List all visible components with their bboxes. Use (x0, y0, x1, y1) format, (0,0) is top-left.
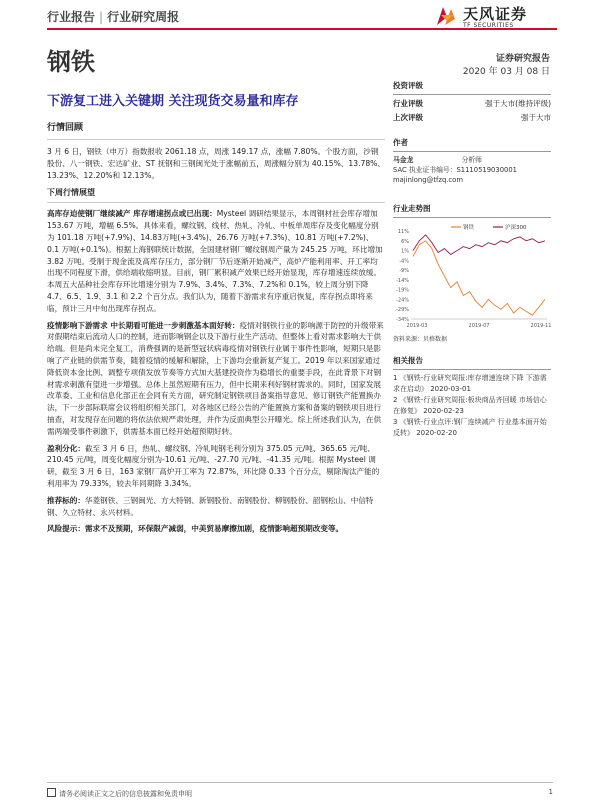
analyst-name-row (393, 155, 551, 165)
header-separator: | (99, 10, 104, 24)
divider (393, 151, 551, 152)
main-body (47, 120, 385, 535)
logo-subtitle: TF SECURITIES (463, 22, 514, 29)
authors-heading: 作者 (393, 138, 408, 147)
report-date: 2020 年 03 月 08 日 (462, 67, 550, 77)
related-report-3[interactable]: 3 《钢铁-行业点评:钢厂连续减产 行业基本面开始反转》 2020-02-20 (393, 418, 547, 437)
analyst-title: 分析师 (461, 156, 482, 164)
paragraph-recommend (47, 495, 385, 519)
industry-rating-value: 强于大市(维持评级) (485, 99, 551, 108)
analyst-name: 马金龙 (393, 156, 414, 164)
x-tick-label: 2019-11 (530, 323, 551, 329)
x-tick-label: 2019-07 (468, 323, 490, 329)
footer (47, 788, 553, 799)
paragraph-inventory-lead: 高库存迫使钢厂继续减产 库存增速拐点或已出现： (47, 209, 217, 219)
y-tick-label: 6% (401, 238, 409, 245)
subcategory-label: 行业研究周报 (107, 10, 180, 24)
divider (393, 94, 551, 95)
paragraph-profit-text: 截至 3 月 6 日，热轧、螺纹钢、冷轧吨钢毛利分别为 375.05 元/吨、365.65 元/吨、210.45 元/吨，周变化幅度分别为-10.61 元/吨、-27.70 元/吨、-41.35 元/吨。根据 Mysteel 调研，截至 3 月 6 日，163 家钢厂高炉开工率为 72.87%，环比降 0.33 个百分点，剔除淘汰产能的利用率为 79.33%，较去年同期降 3.34%。 (47, 443, 380, 488)
footer-rule (47, 782, 553, 783)
y-tick-label: -34% (396, 317, 409, 323)
footer-disclaimer-row (47, 788, 192, 799)
previous-rating-value: 强于大市 (521, 113, 551, 122)
report-category (47, 8, 179, 25)
company-logo (433, 3, 553, 31)
previous-rating-label: 上次评级 (393, 113, 423, 122)
paragraph-inventory (47, 208, 385, 314)
report-subtitle: 下游复工进入关键期 关注现货交易量和库存 (47, 94, 299, 109)
category-label: 行业报告 (47, 10, 96, 24)
legend-label: 沪深300 (505, 225, 527, 231)
y-tick-label: -4% (399, 258, 409, 265)
y-tick-label: 11% (397, 229, 409, 235)
legend-label: 钢铁 (463, 225, 475, 231)
related-heading: 相关报告 (393, 356, 423, 365)
paragraph-profit (47, 443, 385, 490)
report-type: 证券研究报告 (495, 54, 550, 64)
series-line-steel (413, 241, 545, 315)
y-tick-label: -29% (396, 307, 409, 314)
y-tick-label: -24% (396, 297, 409, 304)
related-report-2[interactable]: 2 《钢铁-行业研究周报:板块商品齐回暖 市场信心在修复》 2020-02-23 (393, 396, 547, 415)
sector-title: 钢铁 (47, 48, 95, 76)
review-heading: 行情回顾 (47, 123, 84, 133)
data-source: 资料来源：贝格数据 (393, 336, 448, 343)
logo-name: 天风证券 (463, 5, 528, 23)
paragraph-recommend-text: 华菱钢铁、三钢闽光、方大特钢、新钢股份、南钢股份、柳钢股份、韶钢松山、中信特钢、久立特材、永兴材料。 (47, 495, 374, 517)
y-tick-label: -14% (396, 277, 409, 284)
logo-mark-icon (433, 3, 459, 29)
y-tick-label: -19% (396, 287, 409, 294)
paragraph-epidemic-text: 疫情对钢铁行业的影响源于防控的升级带来对假期结束后流动人口的控制，进而影响钢企以及下游行业生产活动。但整体上看对需求影响大于供给端。但是尚未完全复工，消费强调的是新型冠状病毒疫情对钢铁行业属于事件性影响，短期只是影响了产业链的供需节奏，随着疫情的缓解和解除，上下游均会重新复产复工。2019 年以来国家通过降低资本金比例、调整专项债发放节奏等方式加大基建投资作为稳增长的重要手段，在此背景下对钢材需求刺激有望进一步增强。总体上虽然短期有压力，但中长期来利好钢材需求的。同时，国家发展改革委、工业和信息化部正在会同有关方面，研究制定钢铁项目备案指导意见、修订钢铁产能置换办法，下一步部际联席会议将组织相关部门，对各地区已经公告的产能置换方案和备案的钢铁项目进行抽查，对发现存在问题的将依法依规严肃处理，并作为反面典型公开曝光。综上所述我们认为，在供需两端受事件刺激下，供需基本面已经开始超预期好转。 (47, 320, 384, 436)
divider (47, 202, 385, 203)
outlook-heading: 下周行情展望 (47, 188, 95, 198)
paragraph-epidemic-lead: 疫情影响下游需求 中长期看可能进一步刺激基本面好转： (47, 320, 240, 330)
industry-rating (393, 98, 551, 109)
rating-heading: 投资评级 (393, 81, 423, 90)
qr-icon (47, 788, 56, 797)
paragraph-risk: 风险提示：需求不及预期，环保限产减弱，中美贸易摩擦加剧，疫情影响超预期改变等。 (47, 524, 344, 534)
industry-trend-chart (393, 221, 551, 333)
industry-rating-label: 行业评级 (393, 99, 423, 108)
previous-rating (393, 112, 551, 123)
x-tick-label: 2019-03 (406, 323, 428, 329)
y-tick-label: 1% (401, 248, 409, 255)
divider (393, 217, 551, 218)
paragraph-profit-lead: 盈利分化： (47, 443, 85, 453)
trend-heading: 行业走势图 (393, 204, 431, 213)
related-report-1[interactable]: 1 《钢铁-行业研究周报:库存增速连续下降 下游需求在启动》 2020-03-01 (393, 374, 547, 393)
y-tick-label: -9% (399, 268, 409, 275)
sidebar (393, 80, 551, 439)
divider (47, 139, 385, 140)
paragraph-inventory-text: Mysteel 调研结果显示，本周钢材社会库存增加 153.67 万吨，增幅 6.5%。具体来看，螺纹钢、线材、热轧、冷轧、中板单周库存及变化幅度分别为 101.18 万吨(+7.9%)、14.83万吨(+3.4%)、26.76 万吨(+7.3%)、10.81 万吨(+7.2%)、0.1 万吨(+0.1%)。根据上海钢联统计数据，全国建材钢厂螺纹钢周产量为 245.25 万吨，环比增加 3.82 万吨。受制于现金流及高库存压力，部分钢厂节后逐渐开始减产，高炉产能利用率、开工率均出现不同程度下滑，供给端收缩明显。目前，钢厂累积减产效果已经开始显现，库存增速连续放缓。本周五大品种社会库存环比增速分别为 7.9%、3.4%、7.3%、7.2%和 0.1%，较上周分别下降 4.7、6.5、1.9、3.1 和 2.2 个百分点。我们认为，随着下游需求有序重启恢复，库存拐点即将来临，预计三月中旬出现库存拐点。 (47, 209, 383, 313)
divider (393, 369, 551, 370)
analyst-email[interactable]: majinlong@tfzq.com (393, 176, 463, 184)
review-paragraph: 3 月 6 日，钢铁（申万）指数报收 2061.18 点，周涨 149.17 点，涨幅 7.80%。个股方面，沙钢股份、八一钢铁、宏达矿业、ST 抚钢和三钢闽光处于涨幅前五，周涨幅分别为 40.15%、13.78%、13.23%、12.20%和 12.13%。 (47, 147, 385, 180)
page-number: 1 (548, 788, 553, 796)
footer-disclaimer: 请务必阅读正文之后的信息披露和免责申明 (59, 790, 192, 798)
analyst-cert: SAC 执业证书编号：S1110519030001 (393, 166, 517, 174)
paragraph-epidemic (47, 320, 385, 438)
paragraph-recommend-lead: 推荐标的： (47, 495, 85, 505)
